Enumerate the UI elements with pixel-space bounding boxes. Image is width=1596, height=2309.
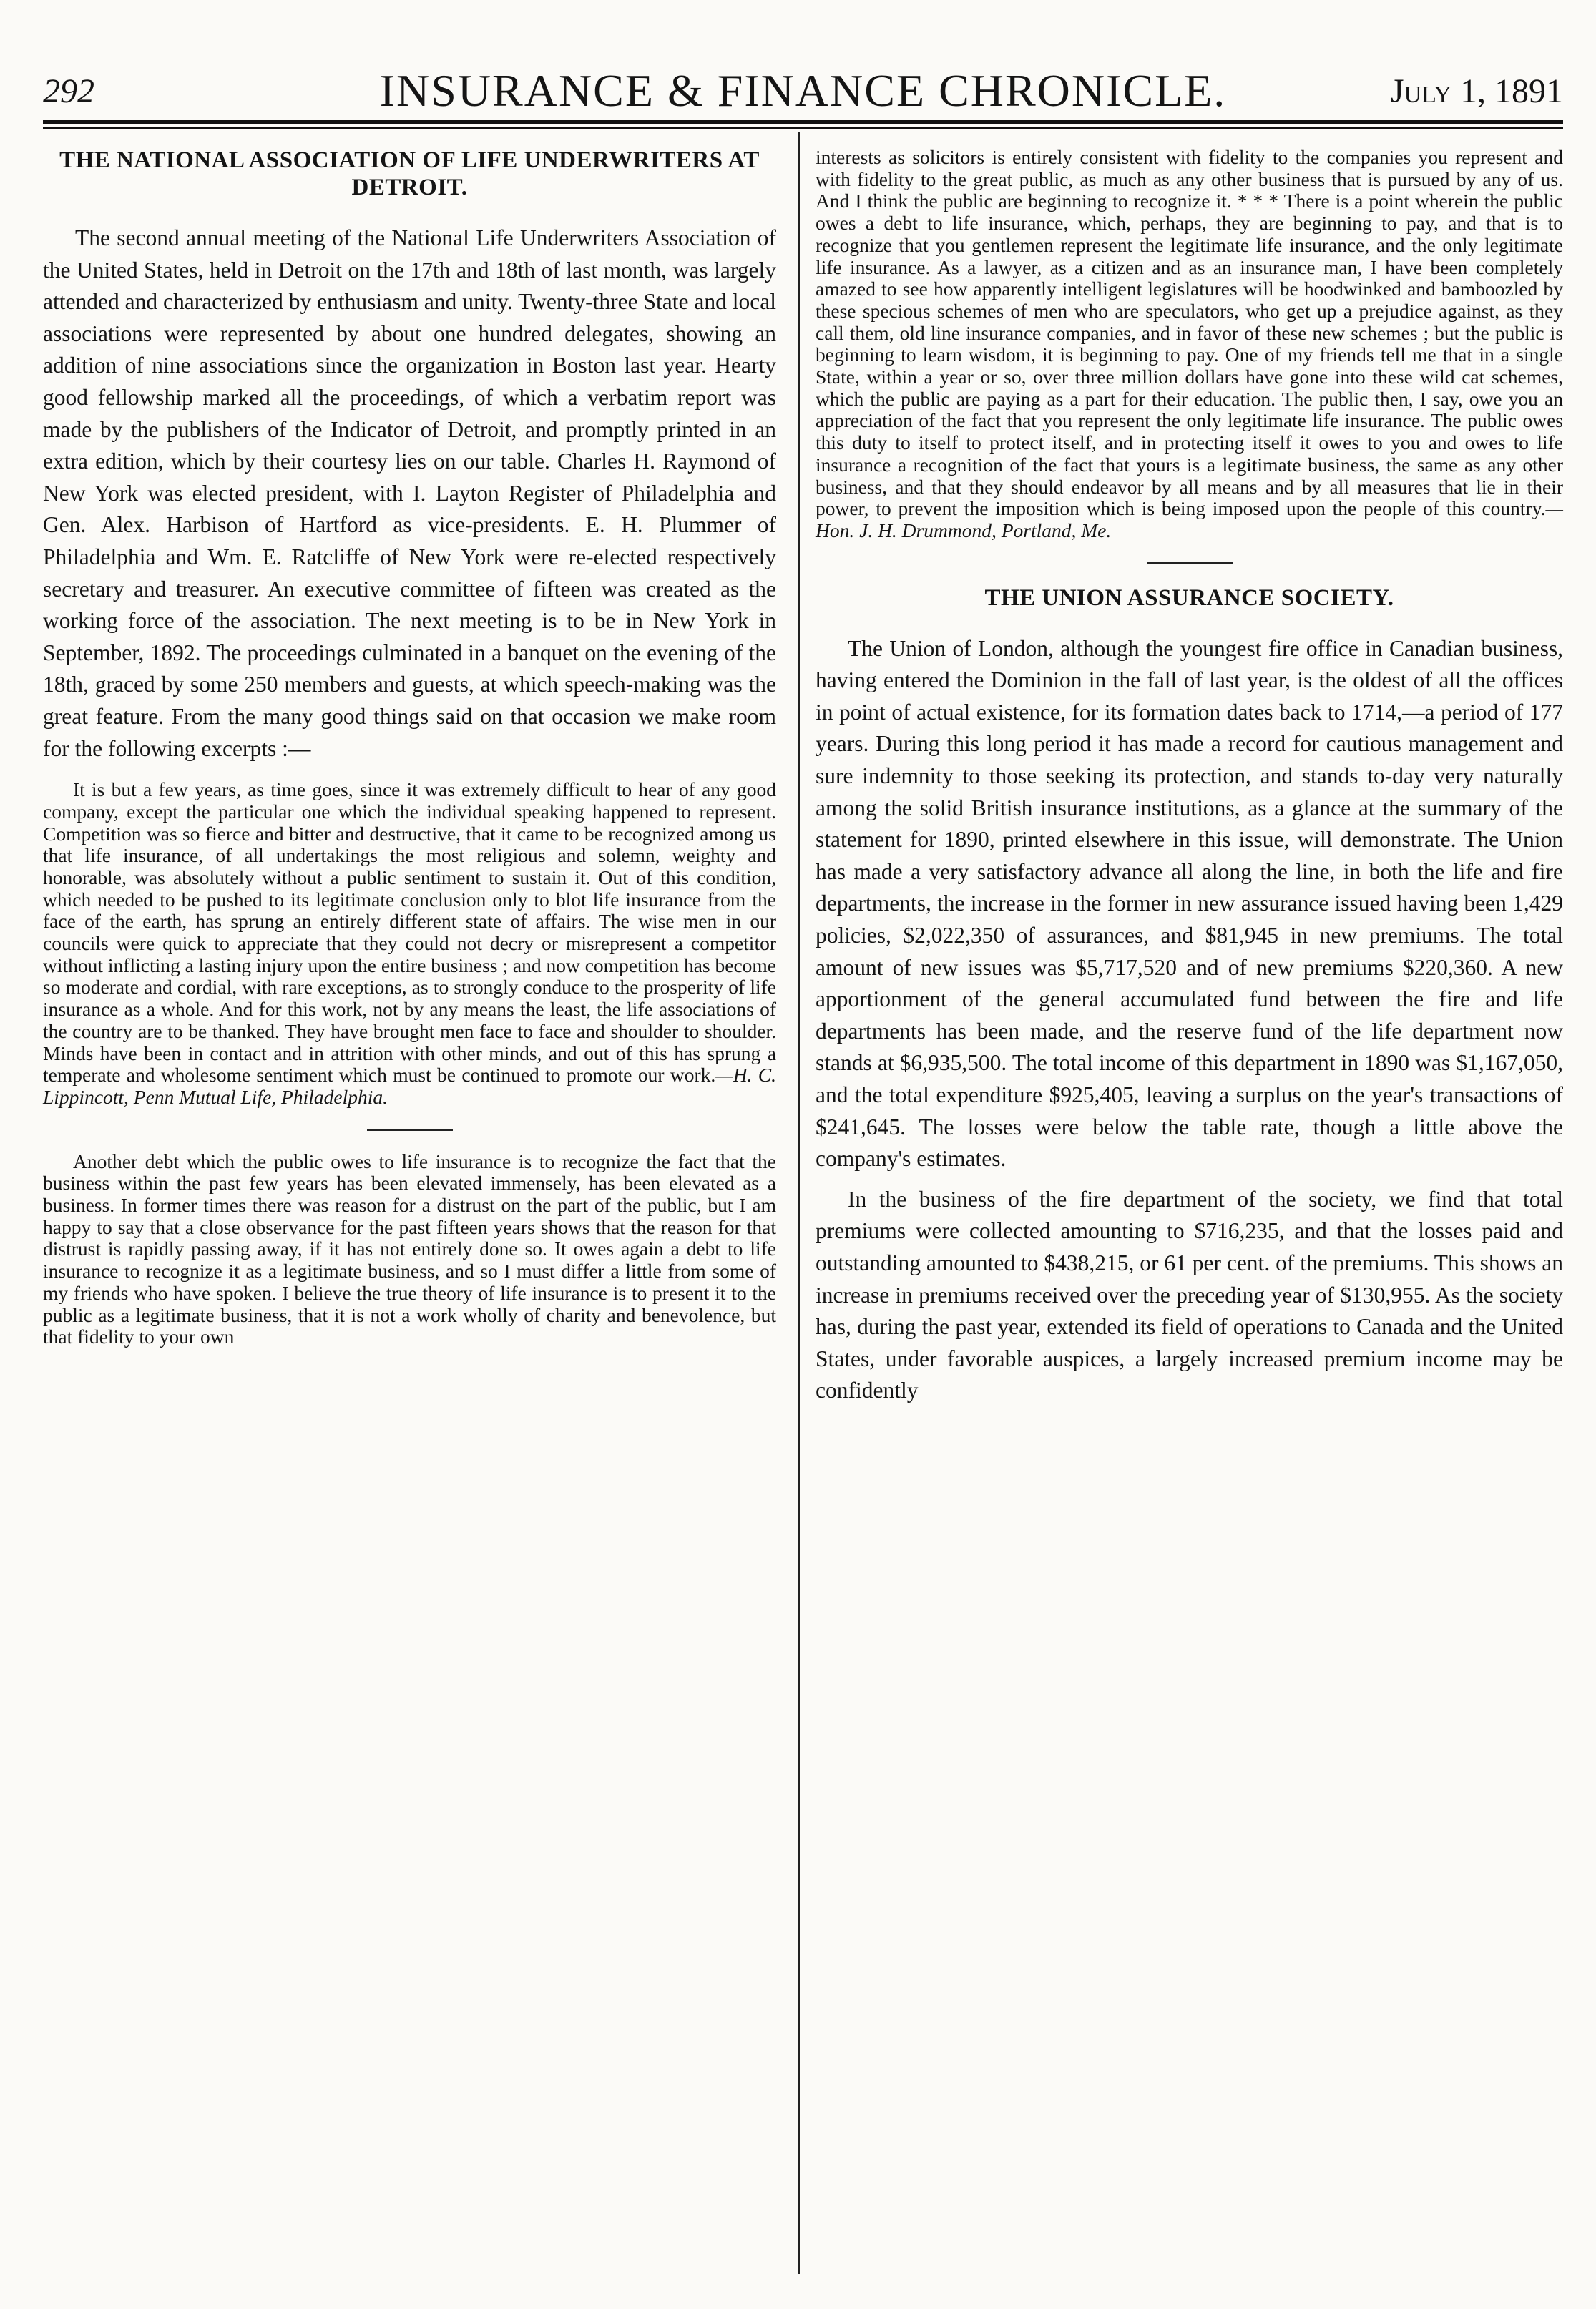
article-paragraph: In the business of the fire department of the society, we find that total premiums were collected amounting to $716,235, and that the losses paid and outstanding amounted to $438,215, or 61 per cent. of the premiums. This shows an increase in premiums received over the preceding year of $130,955. As the society has, during the past year, extended its field of operations to Canada and the United States, under favorable auspices, a largely increased premium income may be confidently [816, 1186, 1563, 1403]
excerpt-signature: —Hon. J. H. Drummond, Portland, Me. [816, 497, 1563, 541]
left-column [43, 147, 776, 1348]
section-rule [1147, 562, 1233, 564]
article-title: THE UNION ASSURANCE SOCIETY. [984, 584, 1394, 611]
page-header [43, 13, 1563, 120]
excerpt-text: interests as solicitors is entirely consistent with fidelity to the companies you represent and with fidelity to the great public, as much as any other business that is pursued by any of us. And I think the public are beginning to recognize it. * * * There is a point wherein the public owes a debt to life insurance, which, perhaps, they are beginning to pay, and that is to recognize that you gentlemen represent the legitimate life insurance, and the only legitimate life insurance. As a lawyer, as a citizen and as an insurance man, I have been completely amazed to see how apparently intelligent legislatures will be hoodwinked and bamboozled by these specious schemes of men who are speculators, who get up a prejudice against, as they call them, old line insurance companies, and in favor of these new schemes ; but the public is beginning to learn wisdom, it is beginning to pay. One of my friends tell me that in a single State, within a year or so, over three million dollars have gone into these wild cat schemes, which the public are paying as a part for their education. The public then, I say, owe you an appreciation of the fact that you represent the only legitimate life insurance. The public owes this duty to itself to protect itself, and in protecting itself it owes to you and owes to life insurance a recognition of the fact that yours is a legitimate business, the same as any other business, and that they should endeavor by all means and by all measures that lie in their power, to prevent the imposition which is being imposed upon the people of this country. [816, 146, 1563, 520]
right-column [816, 147, 1563, 1407]
excerpt-text: It is but a few years, as time goes, since it was extremely difficult to hear of any good company, except the particular one which the individual speaking happened to represent. Competition was so fierce and bitter and destructive, that it came to be recognized among us that life insurance, of all undertakings the most religious and solemn, weighty and honorable, was absolutely without a public sentiment to sustain it. Out of this condition, which needed to be pushed to its legitimate conclusion only to blot life insurance from the face of the earth, has sprung an entirely different state of affairs. The wise men in our councils were quick to appreciate that they could not decry or misrepresent a competitor without inflicting a lasting injury upon the entire business ; and now competition has become so moderate and cordial, with rare exceptions, as to strongly conduce to the prosperity of life insurance as a whole. And for this work, not by any means the least, the life associations of the country are to be thanked. They have brought men face to face and shoulder to shoulder. Minds have been in contact and in attrition with other minds, and out of this has sprung a temperate and wholesome sentiment which must be continued to promote our work. [43, 778, 776, 1087]
issue-date: July 1, 1891 [1390, 72, 1563, 110]
excerpt-lippincott [43, 779, 776, 1109]
header-rule-thin [43, 127, 1563, 129]
journal-title: INSURANCE & FINANCE CHRONICLE. [379, 65, 1227, 116]
section-rule [367, 1129, 453, 1131]
article-paragraph: The Union of London, although the youngest fire office in Canadian business, having entered the Dominion in the fall of last year, is the oldest of all the offices in point of actual existence, for its formation dates back to 1714,—a period of 177 years. During this long period it has made a record for cautious management and sure indemnity to those seeking its protection, and stands to-day very naturally among the solid British insurance institutions, as a glance at the summary of the statement for 1890, printed elsewhere in this issue, will demonstrate. The Union has made a very satisfactory advance all along the line, in both the life and fire departments, the increase in the former in new assurance issued having been 1,429 policies, $2,022,350 of assurances, and $81,945 in new premiums. The total amount of new issues was $5,717,520 and of new premiums $220,360. A new apportionment of the general accumulated fund between the fire and life departments has been made, and the reserve fund of the life department now stands at $6,935,500. The total income of this department in 1890 was $1,167,050, and the total expenditure $925,405, leaving a surplus on the year's transactions of $241,645. The losses were below the table rate, though a little above the company's estimates. [816, 635, 1563, 1172]
article-intro: The second annual meeting of the National Life Underwriters Association of the United States, held in Detroit on the 17th and 18th of last month, was largely attended and characterized by enthusiasm and unity. Twenty-three State and local associations were represented by about one hundred delegates, showing an addition of nine associations since the organization in Boston last year. Hearty good fellowship marked all the proceedings, of which a verbatim report was made by the publishers of the Indicator of Detroit, and promptly printed in an extra edition, which by their courtesy lies on our table. Charles H. Raymond of New York was elected president, with I. Layton Register of Philadelphia and Gen. Alex. Harbison of Hartford as vice-presidents. E. H. Plummer of Philadelphia and Wm. E. Ratcliffe of New York were re-elected respectively secretary and treasurer. An executive committee of fifteen was created as the working force of the association. The next meeting is to be in New York in September, 1892. The proceedings culminated in a banquet on the evening of the 18th, graced by some 250 members and guests, at which speech-making was the great feature. From the many good things said on that occasion we make room for the following excerpts :— [43, 225, 776, 761]
excerpt-drummond-continued [816, 147, 1563, 542]
header-rule [43, 120, 1563, 124]
article-title: THE NATIONAL ASSOCIATION OF LIFE UNDERWRITERS AT DETROIT. [59, 147, 760, 200]
excerpt-drummond: Another debt which the public owes to life insurance is to recognize the fact that the business within the past few years has been elevated immensely, has been elevated as a business. In former times there was reason for a distrust on the part of the public, but I am happy to say that a close observance for the past fifteen years shows that the reason for that distrust is rapidly passing away, if it has not entirely done so. It owes again a debt to life insurance to recognize it as a legitimate business, and so I must differ a little from some of my friends who have spoken. I believe the true theory of life insurance is to present it to the public as a legitimate business, that it is not a work wholly of charity and benevolence, but that fidelity to your own [43, 1149, 776, 1348]
page-number: 292 [43, 72, 94, 110]
excerpt-signature: —H. C. Lippincott, Penn Mutual Life, Philadelphia. [43, 1064, 776, 1108]
column-divider [798, 132, 800, 2274]
